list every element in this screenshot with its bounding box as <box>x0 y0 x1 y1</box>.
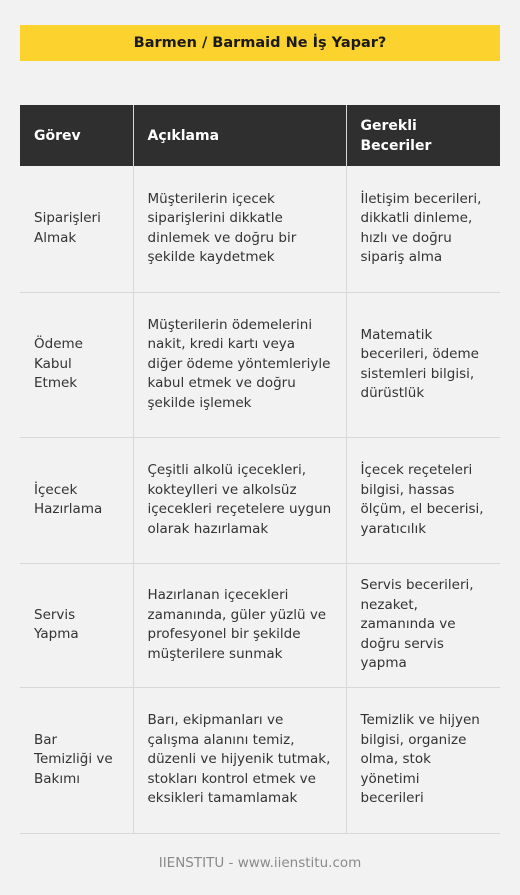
footer-credit: IIENSTITU - www.iienstitu.com <box>158 855 362 871</box>
column-header-description: Açıklama <box>133 105 346 166</box>
skills-cell: Matematik becerileri, ödeme sistemleri bilgisi, dürüstlük <box>346 292 500 437</box>
duties-table <box>20 105 500 834</box>
table-header-row <box>20 105 500 166</box>
description-cell: Müşterilerin ödemelerini nakit, kredi kartı veya diğer ödeme yöntemleriyle kabul etmek ve doğru şekilde işlemek <box>133 292 346 437</box>
table-row <box>20 166 500 292</box>
skills-cell: İçecek reçeteleri bilgisi, hassas ölçüm, el becerisi, yaratıcılık <box>346 437 500 563</box>
table-row <box>20 687 500 833</box>
table-row <box>20 437 500 563</box>
task-cell: Bar Temizliği ve Bakımı <box>20 687 133 833</box>
task-cell: Siparişleri Almak <box>20 166 133 292</box>
column-header-skills: Gerekli Beceriler <box>346 105 500 166</box>
description-cell: Hazırlanan içecekleri zamanında, güler yüzlü ve profesyonel bir şekilde müşterilere sunmak <box>133 563 346 687</box>
table-row <box>20 292 500 437</box>
table-row <box>20 563 500 687</box>
description-cell: Müşterilerin içecek siparişlerini dikkatle dinlemek ve doğru bir şekilde kaydetmek <box>133 166 346 292</box>
description-cell: Çeşitli alkolü içecekleri, kokteylleri ve alkolsüz içecekleri reçetelere uygun olarak hazırlamak <box>133 437 346 563</box>
skills-cell: Temizlik ve hijyen bilgisi, organize olma, stok yönetimi becerileri <box>346 687 500 833</box>
task-cell: İçecek Hazırlama <box>20 437 133 563</box>
skills-cell: Servis becerileri, nezaket, zamanında ve doğru servis yapma <box>346 563 500 687</box>
column-header-task: Görev <box>20 105 133 166</box>
task-cell: Servis Yapma <box>20 563 133 687</box>
description-cell: Barı, ekipmanları ve çalışma alanını temiz, düzenli ve hijyenik tutmak, stokları kontrol etmek ve eksikleri tamamlamak <box>133 687 346 833</box>
page-title: Barmen / Barmaid Ne İş Yapar? <box>20 25 500 61</box>
skills-cell: İletişim becerileri, dikkatli dinleme, hızlı ve doğru sipariş alma <box>346 166 500 292</box>
task-cell: Ödeme Kabul Etmek <box>20 292 133 437</box>
